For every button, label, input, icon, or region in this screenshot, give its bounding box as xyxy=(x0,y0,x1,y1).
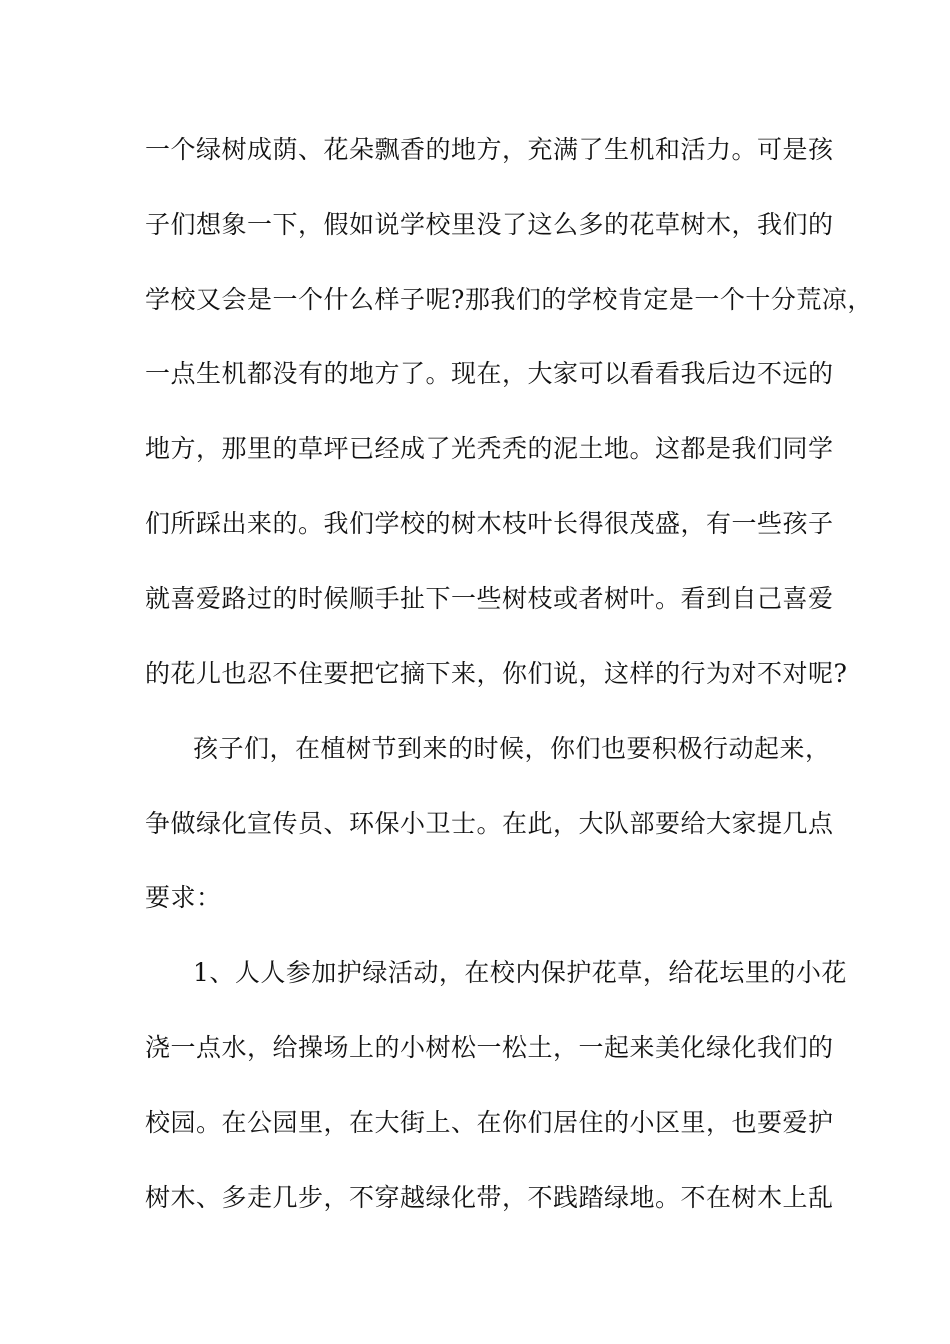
text-line: 树木、多走几步，不穿越绿化带，不践踏绿地。不在树木上乱 xyxy=(145,1183,834,1212)
text-line: 们所踩出来的。我们学校的树木枝叶长得很茂盛，有一些孩子 xyxy=(145,509,834,538)
text-line: 校园。在公园里，在大街上、在你们居住的小区里，也要爱护 xyxy=(145,1108,834,1137)
text-line: 学校又会是一个什么样子呢?那我们的学校肯定是一个十分荒凉， xyxy=(145,285,873,314)
paragraph-first-line: 1、人人参加护绿活动，在校内保护花草，给花坛里的小花 xyxy=(193,958,847,987)
text-line: 要求： xyxy=(145,883,222,912)
text-line: 子们想象一下，假如说学校里没了这么多的花草树木，我们的 xyxy=(145,210,834,239)
text-line: 浇一点水，给操场上的小树松一松土，一起来美化绿化我们的 xyxy=(145,1033,834,1062)
text-line: 一点生机都没有的地方了。现在，大家可以看看我后边不远的 xyxy=(145,359,834,388)
text-line: 争做绿化宣传员、环保小卫士。在此，大队部要给大家提几点 xyxy=(145,809,834,838)
text-line: 一个绿树成荫、花朵飘香的地方，充满了生机和活力。可是孩 xyxy=(145,135,834,164)
text-line: 的花儿也忍不住要把它摘下来，你们说，这样的行为对不对呢? xyxy=(145,659,848,688)
text-line: 就喜爱路过的时候顺手扯下一些树枝或者树叶。看到自己喜爱 xyxy=(145,584,834,613)
paragraph-first-line: 孩子们，在植树节到来的时候，你们也要积极行动起来， xyxy=(193,734,831,763)
text-line: 地方，那里的草坪已经成了光秃秃的泥土地。这都是我们同学 xyxy=(145,434,834,463)
